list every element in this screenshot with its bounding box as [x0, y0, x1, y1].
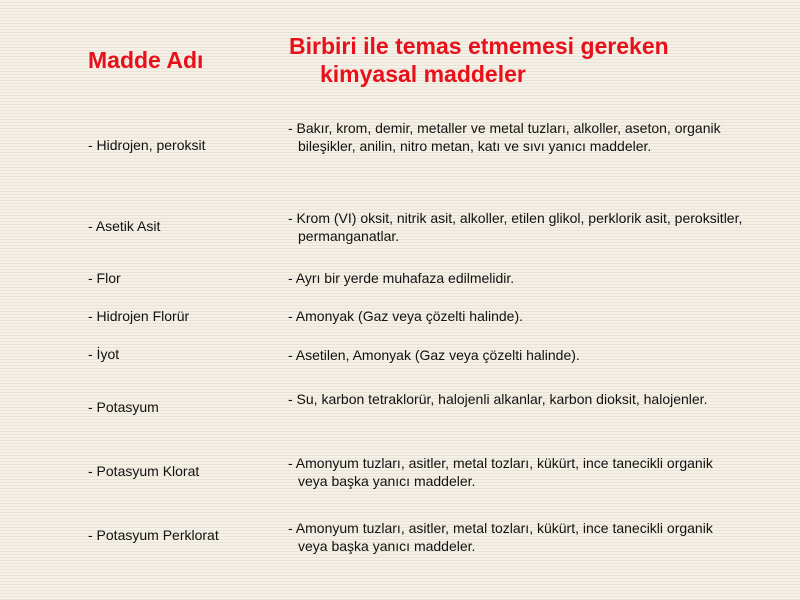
substance-name: - Potasyum [88, 399, 159, 415]
substance-name: - Hidrojen Florür [88, 308, 190, 324]
substance-name: - Flor [88, 270, 121, 286]
substance-name: - Asetik Asit [88, 218, 161, 234]
incompatible-list: - Asetilen, Amonyak (Gaz veya çözelti halinde). [288, 347, 580, 363]
incompatible-list: - Bakır, krom, demir, metaller ve metal tuzları, alkoller, aseton, organik bileşikler, anilin, nitro metan, katı ve sıvı yanıcı maddeler. [288, 120, 721, 154]
header-incompatible-line1: Birbiri ile temas etmemesi gereken [289, 33, 669, 59]
substance-name: - Potasyum Perklorat [88, 527, 219, 543]
incompatible-list: - Amonyak (Gaz veya çözelti halinde). [288, 308, 523, 324]
substance-name: - Hidrojen, peroksit [88, 137, 206, 153]
header-incompatible-line2: kimyasal maddeler [320, 61, 526, 87]
incompatible-list: - Amonyum tuzları, asitler, metal tozları, kükürt, ince tanecikli organik veya başka yanıcı maddeler. [288, 520, 713, 554]
incompatible-list: - Krom (VI) oksit, nitrik asit, alkoller, etilen glikol, perklorik asit, peroksitler, permanganatlar. [288, 210, 743, 244]
incompatible-list: - Amonyum tuzları, asitler, metal tozları, kükürt, ince tanecikli organik veya başka yanıcı maddeler. [288, 455, 713, 489]
incompatible-list: - Su, karbon tetraklorür, halojenli alkanlar, karbon dioksit, halojenler. [288, 391, 708, 407]
header-substance-name: Madde Adı [88, 47, 204, 73]
substance-name: - İyot [88, 346, 120, 362]
incompatible-list: - Ayrı bir yerde muhafaza edilmelidir. [288, 270, 515, 286]
substance-name: - Potasyum Klorat [88, 463, 200, 479]
header-incompatible-chemicals [289, 32, 759, 88]
